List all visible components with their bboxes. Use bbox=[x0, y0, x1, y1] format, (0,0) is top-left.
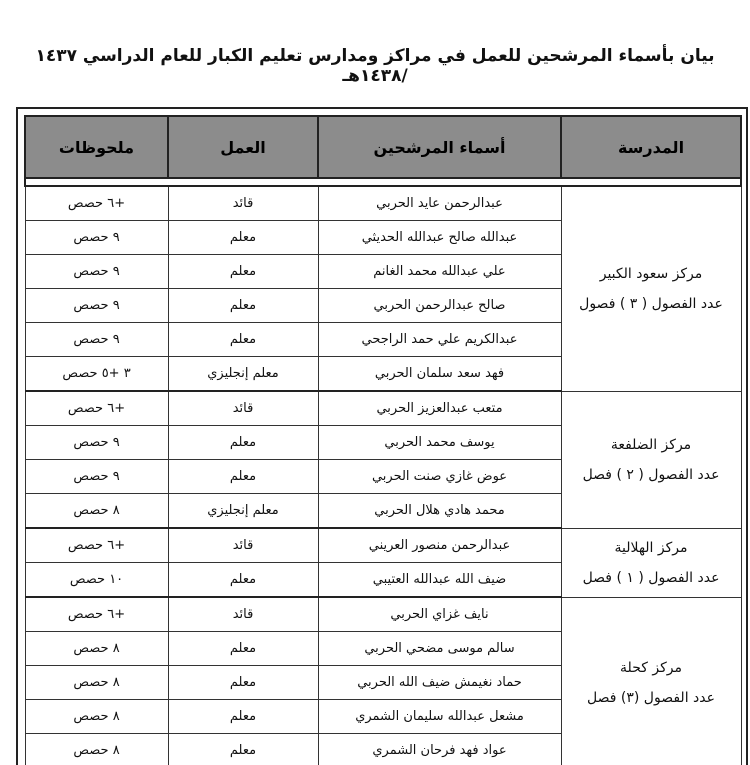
table-body bbox=[25, 186, 741, 765]
school-name: مركز كحلة bbox=[620, 659, 682, 676]
job-cell: قائد bbox=[168, 597, 318, 632]
candidate-name-cell: مشعل عبدالله سليمان الشمري bbox=[318, 700, 561, 734]
school-cell bbox=[561, 186, 741, 391]
notes-cell: ١٠ حصص bbox=[25, 563, 168, 598]
notes-cell: ٩ حصص bbox=[25, 289, 168, 323]
notes-cell: ٨ حصص bbox=[25, 700, 168, 734]
school-cell bbox=[561, 597, 741, 765]
notes-cell: ٨ حصص bbox=[25, 632, 168, 666]
candidate-name-cell: محمد هادي هلال الحربي bbox=[318, 494, 561, 529]
table-header-row bbox=[25, 116, 741, 178]
job-cell: قائد bbox=[168, 391, 318, 426]
candidate-name-cell: عواد فهد فرحان الشمري bbox=[318, 734, 561, 765]
candidate-name-cell: عبدالله صالح عبدالله الحديثي bbox=[318, 221, 561, 255]
candidate-name-cell: عبدالرحمن عايد الحربي bbox=[318, 186, 561, 221]
candidate-name-cell: سالم موسى مضحي الحربي bbox=[318, 632, 561, 666]
candidate-name-cell: علي عبدالله محمد الغانم bbox=[318, 255, 561, 289]
job-cell: معلم bbox=[168, 289, 318, 323]
header-job: العمل bbox=[168, 116, 318, 178]
job-cell: معلم bbox=[168, 632, 318, 666]
candidate-name-cell: متعب عبدالعزيز الحربي bbox=[318, 391, 561, 426]
job-cell: قائد bbox=[168, 528, 318, 563]
notes-cell: +٦ حصص bbox=[25, 597, 168, 632]
notes-cell: +٦ حصص bbox=[25, 391, 168, 426]
candidate-name-cell: عبدالكريم علي حمد الراجحي bbox=[318, 323, 561, 357]
table-row bbox=[25, 186, 741, 221]
job-cell: معلم إنجليزي bbox=[168, 357, 318, 392]
notes-cell: +٦ حصص bbox=[25, 186, 168, 221]
job-cell: معلم bbox=[168, 323, 318, 357]
table-row bbox=[25, 528, 741, 563]
school-classes-count: عدد الفصول ( ٣ ) فصول bbox=[579, 295, 723, 312]
notes-cell: ٩ حصص bbox=[25, 255, 168, 289]
header-spacer bbox=[25, 178, 741, 186]
job-cell: معلم bbox=[168, 700, 318, 734]
notes-cell: ٩ حصص bbox=[25, 221, 168, 255]
table-row bbox=[25, 391, 741, 426]
notes-cell: ٩ حصص bbox=[25, 426, 168, 460]
job-cell: معلم bbox=[168, 221, 318, 255]
school-cell bbox=[561, 528, 741, 597]
notes-cell: +٦ حصص bbox=[25, 528, 168, 563]
school-classes-count: عدد الفصول (٣) فصل bbox=[587, 689, 715, 706]
table-row bbox=[25, 597, 741, 632]
job-cell: معلم bbox=[168, 666, 318, 700]
candidate-name-cell: عبدالرحمن منصور العريني bbox=[318, 528, 561, 563]
school-cell bbox=[561, 391, 741, 528]
notes-cell: ٩ حصص bbox=[25, 460, 168, 494]
document-title: بيان بأسماء المرشحين للعمل في مراكز ومدارس تعليم الكبار للعام الدراسي ١٤٣٧ /١٤٣٨هـ bbox=[35, 46, 715, 86]
school-classes-count: عدد الفصول ( ٢ ) فصل bbox=[582, 466, 720, 483]
candidates-table bbox=[24, 115, 742, 765]
notes-cell: ٨ حصص bbox=[25, 666, 168, 700]
header-school: المدرسة bbox=[561, 116, 741, 178]
candidate-name-cell: نايف غزاي الحربي bbox=[318, 597, 561, 632]
job-cell: قائد bbox=[168, 186, 318, 221]
notes-cell: ٩ حصص bbox=[25, 323, 168, 357]
candidate-name-cell: يوسف محمد الحربي bbox=[318, 426, 561, 460]
header-notes: ملحوظات bbox=[25, 116, 168, 178]
candidate-name-cell: حماد نغيمش ضيف الله الحربي bbox=[318, 666, 561, 700]
candidate-name-cell: فهد سعد سلمان الحربي bbox=[318, 357, 561, 392]
header-names: أسماء المرشحين bbox=[318, 116, 561, 178]
job-cell: معلم bbox=[168, 460, 318, 494]
candidate-name-cell: ضيف الله عبدالله العتيبي bbox=[318, 563, 561, 598]
school-name: مركز سعود الكبير bbox=[599, 265, 703, 282]
job-cell: معلم bbox=[168, 255, 318, 289]
job-cell: معلم إنجليزي bbox=[168, 494, 318, 529]
school-name: مركز الضلفعة bbox=[610, 436, 692, 453]
job-cell: معلم bbox=[168, 563, 318, 598]
candidate-name-cell: عوض غازي صنت الحربي bbox=[318, 460, 561, 494]
notes-cell: ٨ حصص bbox=[25, 494, 168, 529]
school-classes-count: عدد الفصول ( ١ ) فصل bbox=[582, 569, 720, 586]
job-cell: معلم bbox=[168, 426, 318, 460]
notes-cell: ٣ +٥ حصص bbox=[25, 357, 168, 392]
notes-cell: ٨ حصص bbox=[25, 734, 168, 765]
school-name: مركز الهلالية bbox=[614, 539, 688, 556]
job-cell: معلم bbox=[168, 734, 318, 765]
candidate-name-cell: صالح عبدالرحمن الحربي bbox=[318, 289, 561, 323]
